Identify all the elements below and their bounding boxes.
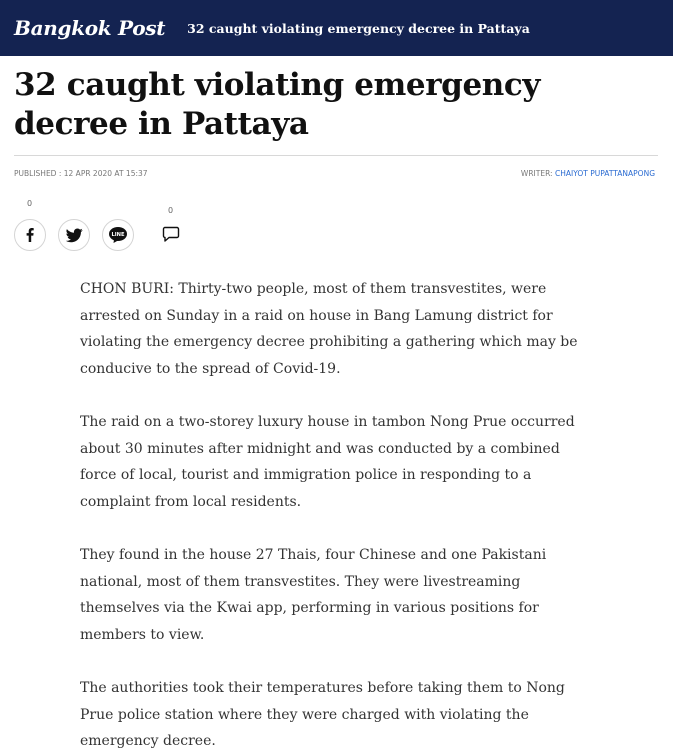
article-paragraph: The authorities took their temperatures before taking them to Nong Prue police station where they were charged with violating the emergency decree. (80, 680, 565, 749)
article-paragraph: The raid on a two-storey luxury house in tambon Nong Prue occurred about 30 minutes after midnight and was conducted by a combined force of local, tourist and immigration police in responding to a complaint from local residents. (80, 414, 575, 510)
comment-button[interactable] (160, 221, 182, 247)
facebook-share-button[interactable] (14, 219, 46, 251)
article-paragraph: They found in the house 27 Thais, four Chinese and one Pakistani national, most of them transvestites. They were livestreaming themselves via the Kwai app, performing in various positions for members to view. (80, 547, 547, 643)
bangkok-post-logo[interactable]: Bangkok Post (14, 16, 166, 40)
comment-icon (162, 225, 180, 243)
twitter-icon (66, 228, 83, 243)
share-bar (14, 199, 204, 254)
comment-count: 0 (168, 206, 174, 215)
twitter-share-button[interactable] (58, 219, 90, 251)
writer-label: WRITER: (520, 169, 553, 178)
line-icon-text: LINE (111, 232, 125, 239)
share-count: 0 (27, 199, 33, 208)
line-share-button[interactable] (102, 219, 134, 251)
divider (14, 155, 658, 156)
header-article-title: 32 caught violating emergency decree in Pattaya (187, 20, 530, 36)
article-paragraph: CHON BURI: Thirty-two people, most of them transvestites, were arrested on Sunday in a raid on house in Bang Lamung district for violating the emergency decree prohibiting a gathering which may be conducive to the spread of Covid-19. (80, 281, 578, 377)
line-icon (108, 226, 128, 244)
writer-name-link[interactable]: CHAIYOT PUPATTANAPONG (554, 169, 655, 178)
published-date: PUBLISHED : 12 APR 2020 AT 15:37 (14, 169, 148, 178)
facebook-icon (22, 227, 38, 243)
article-headline: 32 caught violating emergency decree in Pattaya (14, 67, 540, 142)
writer-byline (521, 169, 655, 178)
site-header (0, 0, 673, 56)
article-body (80, 276, 600, 750)
